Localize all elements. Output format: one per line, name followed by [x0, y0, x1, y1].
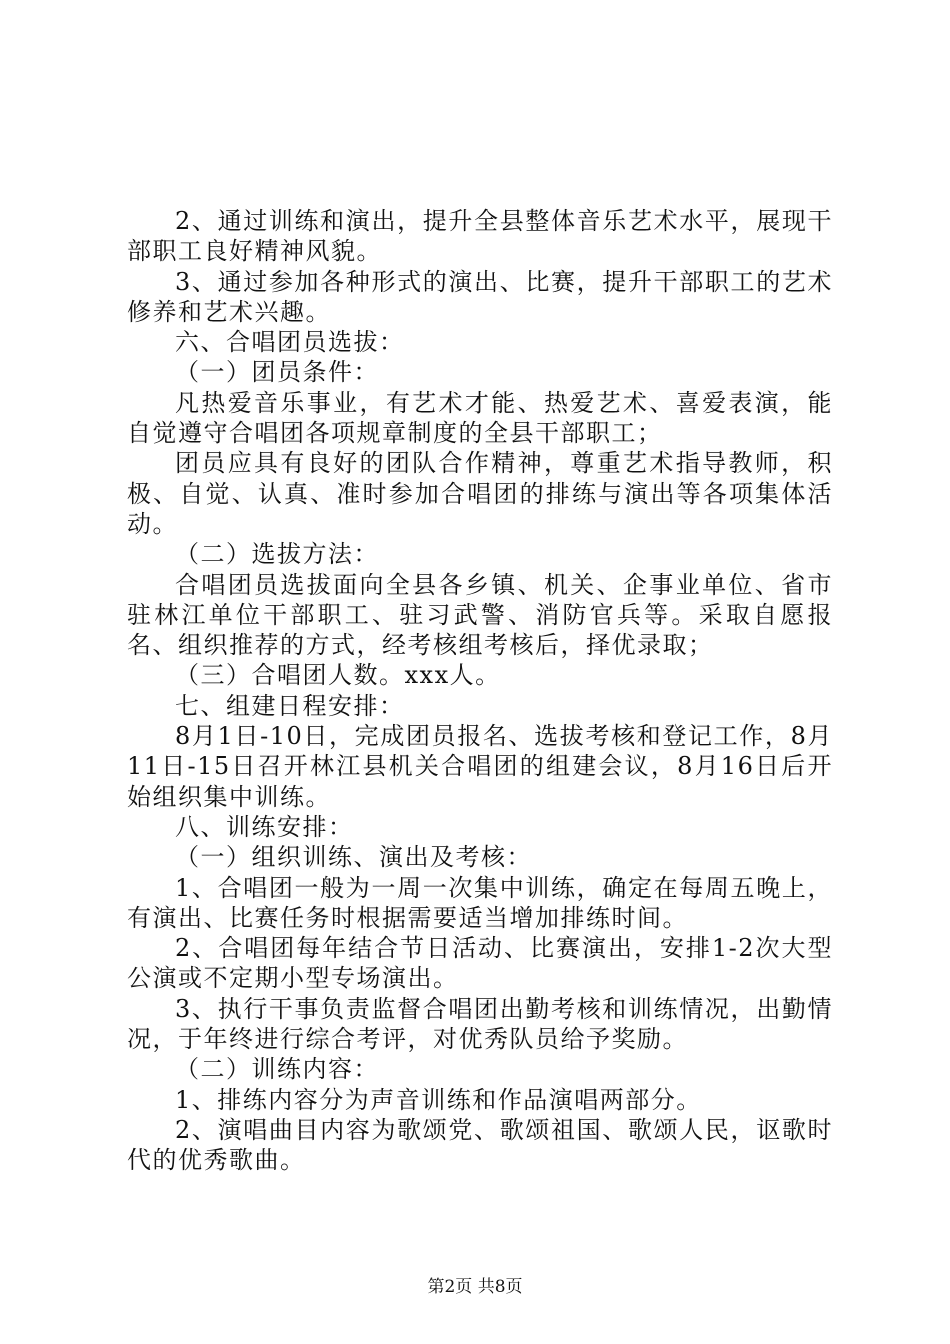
subsection-heading: （三）合唱团人数。xxx人。	[175, 661, 501, 690]
paragraph: 3、执行干事负责监督合唱团出勤考核和训练情况，出勤情况，于年终进行综合考评，对优秀队员给予奖励。	[127, 994, 833, 1054]
subsection-heading: （一）组织训练、演出及考核：	[175, 843, 532, 872]
paragraph: 合唱团员选拔面向全县各乡镇、机关、企事业单位、省市驻林江单位干部职工、驻习武警、消防官兵等。采取自愿报名、组织推荐的方式，经考核组考核后，择优录取；	[127, 570, 833, 660]
paragraph: 2、演唱曲目内容为歌颂党、歌颂祖国、歌颂人民，讴歌时代的优秀歌曲。	[127, 1115, 833, 1175]
subsection-heading: （一）团员条件：	[175, 358, 379, 387]
paragraph: 3、通过参加各种形式的演出、比赛，提升干部职工的艺术修养和艺术兴趣。	[127, 267, 833, 326]
section-heading: 七、组建日程安排：	[175, 691, 405, 720]
subsection-heading: （二）选拔方法：	[175, 540, 379, 569]
section-heading: 六、合唱团员选拔：	[175, 328, 405, 357]
page-number-footer: 第2页 共8页	[427, 1277, 523, 1297]
paragraph: 8月1日-10日，完成团员报名、选拔考核和登记工作，8月11日-15日召开林江县机关合唱团的组建会议，8月16日后开始组织集中训练。	[127, 722, 833, 811]
section-heading: 八、训练安排：	[175, 812, 354, 841]
paragraph: 1、排练内容分为声音训练和作品演唱两部分。	[175, 1085, 702, 1114]
paragraph: 2、合唱团每年结合节日活动、比赛演出，安排1-2次大型公演或不定期小型专场演出。	[127, 934, 833, 993]
document-body	[127, 206, 833, 1176]
paragraph: 凡热爱音乐事业，有艺术才能、热爱艺术、喜爱表演，能自觉遵守合唱团各项规章制度的全县干部职工；	[127, 388, 833, 448]
subsection-heading: （二）训练内容：	[175, 1055, 379, 1084]
paragraph: 1、合唱团一般为一周一次集中训练，确定在每周五晚上，有演出、比赛任务时根据需要适当增加排练时间。	[127, 873, 833, 932]
paragraph: 团员应具有良好的团队合作精神，尊重艺术指导教师，积极、自觉、认真、准时参加合唱团的排练与演出等各项集体活动。	[127, 449, 833, 538]
paragraph: 2、通过训练和演出，提升全县整体音乐艺术水平，展现干部职工良好精神风貌。	[127, 207, 833, 266]
